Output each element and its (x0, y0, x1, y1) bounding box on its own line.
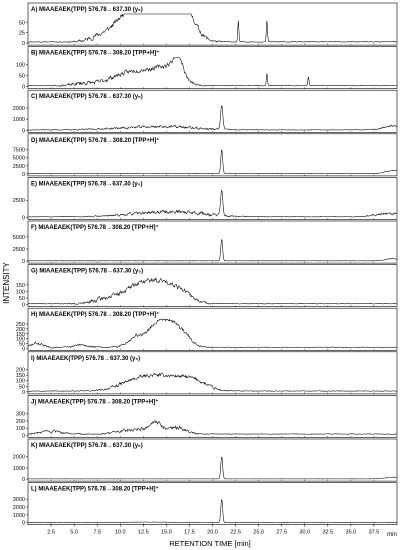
chromatogram-panel (16, 395, 397, 439)
y-tick-label: 200 (15, 418, 25, 425)
panel-title: E) MIAAEAEK(TPP) 576.78→637.30 (y₅) (31, 181, 143, 188)
panel-title: F) MIAAEAEK(TPP) 576.78→308.20 [TPP+H]⁺ (31, 225, 159, 231)
chromatogram-trace (28, 500, 397, 523)
y-tick-label: 100 (15, 289, 25, 296)
y-tick-label: 250 (15, 322, 25, 329)
x-tick-label: 37.5 (368, 529, 380, 536)
y-tick-label: 2500 (12, 163, 25, 170)
y-tick-label: 0 (21, 41, 25, 48)
chromatogram-panel (16, 265, 397, 309)
y-tick-label: 150 (15, 331, 25, 338)
panel-title: L) MIAAEAEK(TPP) 576.78→308.20 [TPP+H]⁺ (31, 486, 159, 493)
y-tick-label: 25 (18, 30, 25, 37)
y-tick-label: 2500 (12, 198, 25, 205)
y-tick-label: 2000 (12, 454, 25, 461)
y-tick-label: 200 (15, 367, 25, 374)
y-tick-label: 50 (18, 384, 25, 391)
y-tick-label: 1000 (12, 465, 25, 472)
y-tick-label: 2000 (12, 105, 25, 112)
y-tick-label: 0 (21, 302, 25, 309)
y-tick-label: 0 (21, 389, 25, 396)
y-tick-label: 0 (21, 84, 25, 91)
chromatogram-panel (16, 47, 397, 91)
panel-title: B) MIAAEAEK(TPP) 576.78→308.20 [TPP+H]⁺ (31, 50, 160, 57)
y-tick-label: 0 (21, 433, 25, 440)
panel-title: K) MIAAEAEK(TPP) 576.78→637.30 (y₅) (31, 443, 143, 449)
x-tick-label: 32.5 (322, 529, 334, 536)
x-axis-label: RETENTION TIME [min] (169, 539, 251, 548)
y-tick-label: 5000 (12, 234, 25, 241)
chromatogram-trace (28, 14, 397, 42)
x-tick-label: 22.5 (230, 529, 241, 536)
chromatogram-trace (28, 58, 397, 87)
chromatogram-trace (28, 420, 397, 434)
x-tick-label: 20.0 (207, 529, 218, 536)
y-tick-label: 50 (18, 73, 25, 80)
x-tick-label: 17.5 (184, 529, 195, 536)
y-tick-label: 0 (21, 346, 25, 353)
y-tick-label: 1000 (12, 512, 25, 519)
chromatogram-panel (13, 221, 397, 265)
chromatogram-trace (28, 319, 397, 348)
x-tick-label: 35.0 (345, 529, 357, 536)
y-tick-label: 3000 (12, 497, 25, 504)
panel-title: C) MIAAEAEK(TPP) 576.78→637.30 (y₅) (31, 94, 143, 101)
chromatogram-panel (13, 90, 397, 134)
chromatogram-trace (28, 457, 397, 479)
chromatogram-panel (13, 439, 397, 483)
panel-title: J) MIAAEAEK(TPP) 576.78→308.20 [TPP+H]⁺ (31, 399, 159, 406)
x-tick-label: 7.5 (93, 529, 102, 536)
y-axis-label: INTENSITY (2, 262, 11, 304)
panel-title: A) MIAAEAEK(TPP) 576.78→637.30 (y₅) (31, 7, 143, 13)
panels-group (13, 3, 397, 527)
chromatogram-trace (28, 373, 397, 392)
y-tick-label: 100 (15, 378, 25, 385)
x-tick-label: 25.0 (253, 529, 264, 536)
y-tick-label: 100 (15, 336, 25, 343)
y-tick-label: 200 (15, 326, 25, 333)
x-axis-unit: min (387, 532, 397, 538)
chromatogram-trace (28, 106, 397, 130)
y-tick-label: 0 (21, 520, 25, 527)
y-tick-label: 5000 (12, 155, 25, 162)
chromatogram-trace (28, 278, 397, 304)
y-tick-label: 50 (18, 296, 25, 303)
y-tick-label: 150 (15, 373, 25, 380)
y-tick-label: 50 (18, 20, 25, 27)
y-tick-label: 0 (21, 128, 25, 135)
x-axis (47, 525, 379, 536)
y-tick-label: 150 (15, 282, 25, 289)
x-tick-label: 12.5 (137, 529, 149, 536)
x-tick-label: 10.0 (114, 529, 126, 536)
chromatogram-panel (19, 3, 397, 47)
chromatogram-panel (16, 352, 397, 396)
x-tick-label: 15.0 (161, 529, 172, 536)
x-tick-label: 30.0 (299, 529, 311, 536)
y-tick-label: 0 (21, 477, 25, 484)
y-tick-label: 1000 (12, 117, 25, 124)
y-tick-label: 300 (15, 411, 25, 418)
y-tick-label: 0 (21, 215, 25, 222)
panel-title: I) MIAAEAEK(TPP) 576.78→637.30 (y₅) (31, 355, 141, 362)
chromatogram-panel (13, 177, 397, 221)
chromatogram-trace (28, 191, 397, 217)
y-tick-label: 2000 (12, 504, 25, 511)
chromatogram-panel (13, 134, 397, 178)
x-tick-label: 5.0 (70, 529, 78, 536)
chromatogram-panel (13, 483, 397, 527)
y-tick-label: 7500 (12, 147, 25, 154)
y-tick-label: 0 (21, 171, 25, 178)
chromatogram-trace (28, 240, 397, 261)
panel-title: D) MIAAEAEK(TPP) 576.78→308.20 [TPP+H]⁺ (31, 137, 160, 144)
panel-title: G) MIAAEAEK(TPP) 576.78→637.30 (y₅) (31, 268, 144, 275)
y-tick-label: 100 (15, 426, 25, 433)
y-tick-label: 50 (18, 341, 25, 348)
panel-title: H) MIAAEAEK(TPP) 576.78→308.20 [TPP+H]⁺ (31, 312, 160, 319)
y-tick-label: 0 (21, 259, 25, 266)
y-tick-label: 100 (15, 62, 25, 69)
x-tick-label: 27.5 (276, 529, 288, 536)
chromatogram-trace (28, 150, 397, 173)
x-tick-label: 2.5 (47, 529, 55, 536)
chromatogram-panel (16, 308, 397, 352)
y-tick-label: 2500 (12, 246, 25, 253)
